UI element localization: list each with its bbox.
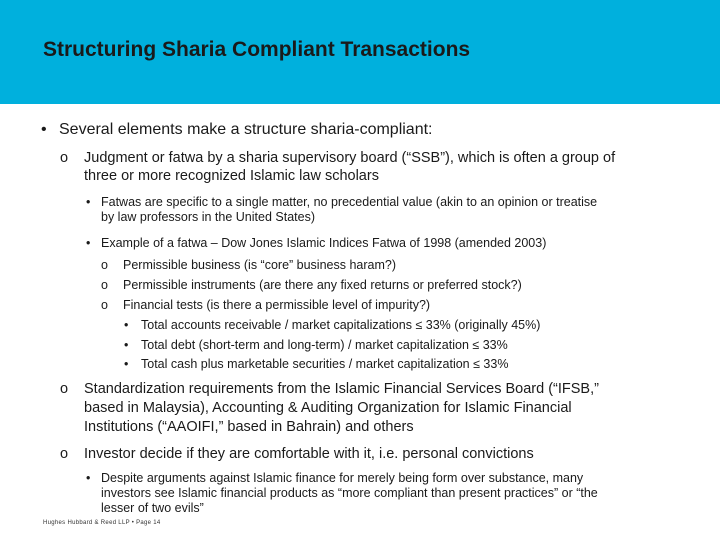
slide-footer: Hughes Hubbard & Reed LLP • Page 14 <box>43 520 161 526</box>
bullet-level2-text: based in Malaysia), Accounting & Auditing Organization for Islamic Financial <box>84 400 572 416</box>
title-bar <box>0 0 720 104</box>
bullet-level3-text: investors see Islamic financial products as “more compliant than present practices” or “the <box>101 486 598 500</box>
bullet-level5-text: Total debt (short-term and long-term) / market capitalization ≤ 33% <box>141 338 508 352</box>
bullet-level3-text: Example of a fatwa – Dow Jones Islamic Indices Fatwa of 1998 (amended 2003) <box>101 236 547 250</box>
bullet-dot-icon: • <box>86 471 91 485</box>
bullet-circle-icon: o <box>60 150 69 166</box>
bullet-level4-text: Financial tests (is there a permissible level of impurity?) <box>123 298 431 312</box>
bullet-circle-icon: o <box>101 278 108 292</box>
bullet-level3-text: Fatwas are specific to a single matter, no precedential value (akin to an opinion or treatise <box>101 195 598 209</box>
bullet-level1: Several elements make a structure sharia-compliant: <box>59 121 433 138</box>
slide-title: Structuring Sharia Compliant Transactions <box>43 38 471 61</box>
bullet-dot-icon: • <box>124 318 129 332</box>
bullet-dot-icon: • <box>86 236 91 250</box>
bullet-dot-icon: • <box>86 195 91 209</box>
bullet-level4-text: Permissible business (is “core” business haram?) <box>123 258 397 272</box>
bullet-circle-icon: o <box>60 446 69 462</box>
bullet-level4-text: Permissible instruments (are there any fixed returns or preferred stock?) <box>123 278 522 292</box>
bullet-level5-text: Total accounts receivable / market capitalizations ≤ 33% (originally 45%) <box>141 318 541 332</box>
bullet-level5-text: Total cash plus marketable securities / market capitalization ≤ 33% <box>141 357 509 371</box>
bullet-dot-icon: • <box>124 338 129 352</box>
bullet-circle-icon: o <box>60 381 69 397</box>
bullet-level2-text: Standardization requirements from the Islamic Financial Services Board (“IFSB,” <box>84 381 599 397</box>
bullet-level2-text: Institutions (“AAOIFI,” based in Bahrain) and others <box>84 419 414 435</box>
bullet-dot-icon: • <box>124 357 129 371</box>
bullet-circle-icon: o <box>101 298 108 312</box>
bullet-level2-text: Investor decide if they are comfortable with it, i.e. personal convictions <box>84 446 534 462</box>
bullet-circle-icon: o <box>101 258 108 272</box>
bullet-level3-text: by law professors in the United States) <box>101 210 315 224</box>
bullet-level3-text: lesser of two evils” <box>101 501 204 515</box>
bullet-level3-text: Despite arguments against Islamic finance for merely being form over substance, many <box>101 471 584 485</box>
bullet-dot-icon: • <box>41 121 47 138</box>
bullet-level2-text: Judgment or fatwa by a sharia supervisory board (“SSB”), which is often a group of <box>84 150 616 166</box>
bullet-level2-text: three or more recognized Islamic law scholars <box>84 168 379 184</box>
